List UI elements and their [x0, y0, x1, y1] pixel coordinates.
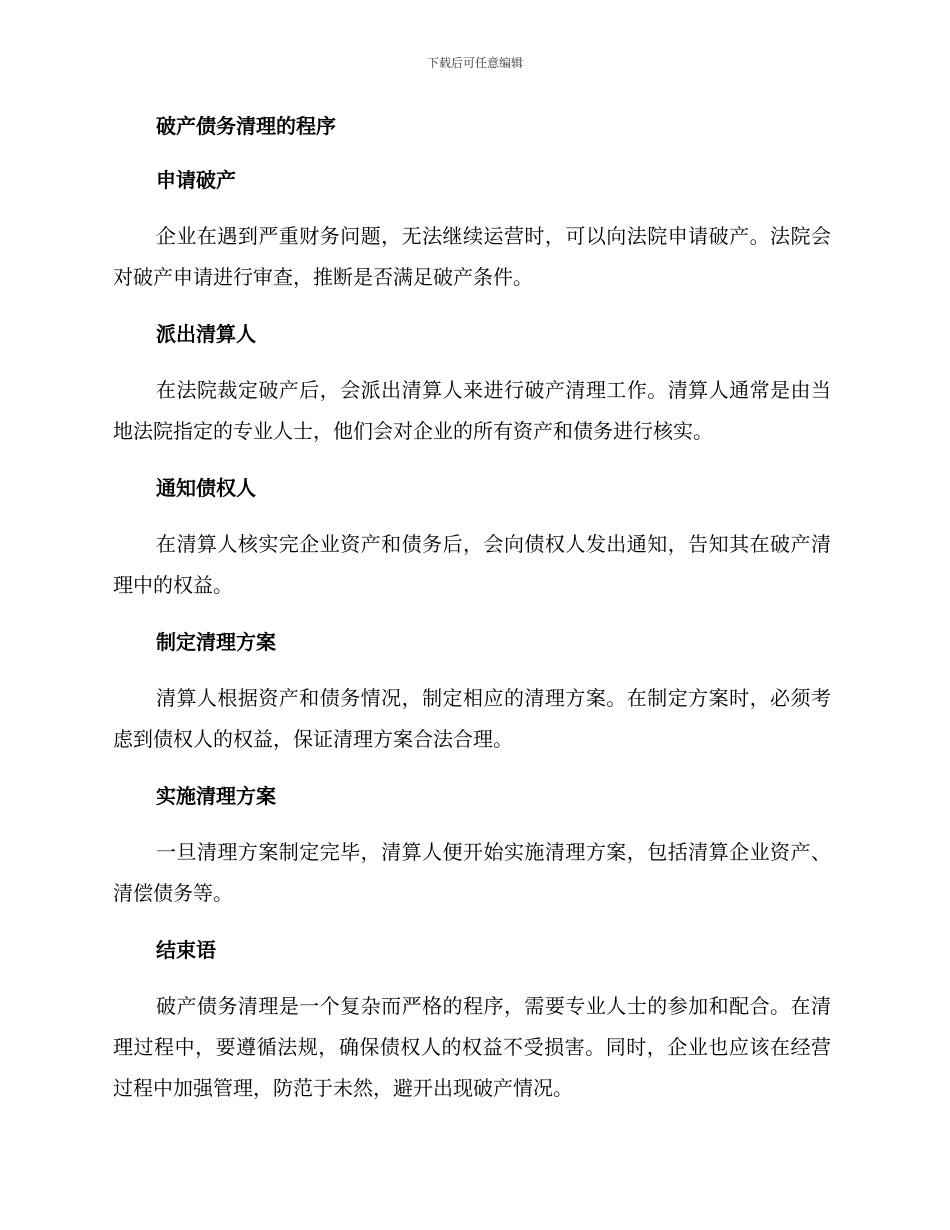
section-heading: 制定清理方案	[156, 630, 276, 654]
section-heading: 通知债权人	[156, 476, 256, 500]
section-heading: 实施清理方案	[156, 784, 276, 808]
section-paragraph: 在法院裁定破产后，会派出清算人来进行破产清理工作。清算人通常是由当地法院指定的专业人士，他们会对企业的所有资产和债务进行核实。	[113, 378, 831, 443]
section-heading: 申请破产	[156, 168, 236, 192]
document-title: 破产债务清理的程序	[156, 114, 336, 138]
section-paragraph: 一旦清理方案制定完毕，清算人便开始实施清理方案，包括清算企业资产、清偿债务等。	[113, 840, 831, 905]
section-draft-plan	[113, 626, 831, 760]
section-paragraph: 破产债务清理是一个复杂而严格的程序，需要专业人士的参加和配合。在清理过程中，要遵循法规，确保债权人的权益不受损害。同时，企业也应该在经营过程中加强管理，防范于未然，避开出现破产情况。	[113, 994, 831, 1100]
section-notify-creditors	[113, 472, 831, 606]
section-paragraph: 在清算人核实完企业资产和债务后，会向债权人发出通知，告知其在破产清理中的权益。	[113, 532, 831, 597]
section-implement-plan	[113, 780, 831, 914]
section-conclusion	[113, 934, 831, 1109]
header-note: 下载后可任意编辑	[426, 56, 523, 70]
section-heading: 结束语	[156, 938, 216, 962]
section-paragraph: 企业在遇到严重财务问题，无法继续运营时，可以向法院申请破产。法院会对破产申请进行审查，推断是否满足破产条件。	[113, 224, 831, 289]
section-appoint-liquidator	[113, 318, 831, 452]
document-body	[113, 110, 831, 1129]
section-apply-bankruptcy	[113, 164, 831, 298]
section-paragraph: 清算人根据资产和债务情况，制定相应的清理方案。在制定方案时，必须考虑到债权人的权益，保证清理方案合法合理。	[113, 686, 831, 751]
section-heading: 派出清算人	[156, 322, 256, 346]
